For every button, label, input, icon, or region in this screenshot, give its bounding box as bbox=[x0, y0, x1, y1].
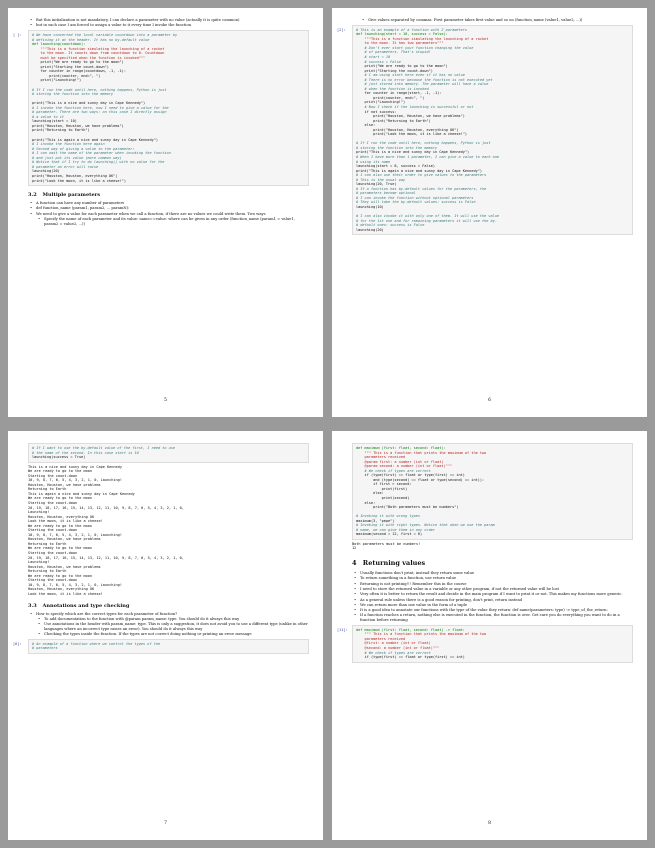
code-line: # This is the usual way bbox=[356, 177, 406, 182]
code-block bbox=[356, 446, 629, 537]
code-line: # We have converted the local variable countdown into a parameter by bbox=[32, 33, 178, 37]
code-line: @param second: a number (int or float)""" bbox=[356, 464, 453, 469]
code-line: else: bbox=[356, 491, 384, 496]
code-line: if (type(first) == float or type(first) == int) bbox=[356, 473, 465, 478]
output-line: Houston, Houston, everything OK bbox=[28, 514, 95, 519]
code-line: # just stored into memory. The parameter will have a value bbox=[356, 82, 489, 87]
code-line: # defining it at the header. It has no by-default value bbox=[32, 37, 150, 42]
code-line: parameters received bbox=[356, 455, 406, 460]
sub-bullet-list bbox=[352, 18, 633, 23]
list-item: • I need to store the returned value in a variable or any other program, if not the returned value will be lost bbox=[352, 587, 633, 592]
code-line: if first > second: bbox=[356, 482, 412, 487]
code-line: launching(10) bbox=[356, 205, 384, 210]
code-line: print("Starting the count-down") bbox=[32, 64, 109, 69]
code-cell-continued[interactable] bbox=[352, 443, 633, 540]
code-cell[interactable] bbox=[337, 25, 633, 236]
code-line: # Invoking it with right types. Notice that when we use the param bbox=[356, 523, 495, 528]
list-item: • How to specify which are the correct types for each parameter of function? bbox=[28, 612, 309, 617]
code-line: launching(20, True) bbox=[356, 182, 397, 187]
code-line: launching(start = 8, success = False) bbox=[356, 164, 436, 169]
code-line: print("We are ready to go to the moon") bbox=[356, 64, 448, 69]
output-line: 12 bbox=[352, 546, 357, 551]
code-line: def maximum (first: float, second: float): bbox=[356, 446, 446, 450]
code-block bbox=[32, 446, 305, 460]
code-line: # a value to it bbox=[32, 114, 65, 119]
document-page-6 bbox=[332, 8, 647, 417]
code-line: # parameters bbox=[32, 646, 58, 651]
code-line: to the moon. It counts down from countdown to 0. Countdown bbox=[32, 51, 165, 56]
document-page-7 bbox=[8, 431, 323, 840]
code-line: # If I run the code until here, nothing happens, Python is just bbox=[32, 87, 167, 92]
list-item: • Usually functions don't print, instead they return some value bbox=[352, 571, 633, 576]
bullet-list bbox=[28, 612, 309, 617]
output-line: Houston, Houston, we have problems bbox=[28, 564, 101, 569]
output-line: Houston, Houston, everything OK bbox=[28, 587, 95, 592]
list-item: • def function_name (param1, param2, ... paramN): bbox=[28, 206, 309, 211]
list-item: • As a general rule unless there is a good reason for printing, don't print, return instead bbox=[352, 598, 633, 603]
code-line: # success = False bbox=[356, 59, 401, 64]
code-line: # We check if types are correct bbox=[356, 468, 431, 473]
code-cell[interactable] bbox=[13, 30, 309, 186]
code-line: # parameter an error will raise bbox=[32, 164, 99, 169]
code-block bbox=[32, 33, 305, 183]
list-item: • We can return more than one value in the form of a tuple bbox=[352, 603, 633, 608]
code-line: maximum(3, "pepe") bbox=[356, 518, 395, 523]
code-line: @param first: a number (int or float) bbox=[356, 459, 444, 464]
code-line: # Don't ever start your function changing the value bbox=[356, 45, 474, 50]
output-line: Look the moon, it is like a cheese! bbox=[28, 519, 103, 524]
output-line: Returning to Earth bbox=[28, 541, 67, 546]
output-line: This is again a nice and sunny day in Cape Kennedy bbox=[28, 491, 135, 496]
output-line: We are ready to go to the moon bbox=[28, 469, 93, 474]
code-line: print("Both parameters must be numbers") bbox=[356, 505, 459, 510]
code-line: # Invoking it with wrong types bbox=[356, 514, 421, 519]
code-line: print("Returning to Earth") bbox=[356, 118, 431, 123]
page-body bbox=[13, 441, 309, 656]
code-line: # They will take the by-default values: success is False bbox=[356, 200, 476, 205]
code-line: # using its name bbox=[356, 159, 391, 164]
output-line: Houston, Houston, we have problems bbox=[28, 537, 101, 542]
output-line: Starting the count-down bbox=[28, 578, 78, 583]
code-line: @second: a number (int or float)""" bbox=[356, 646, 440, 650]
list-item: • If a function reaches a return, nothing else is executed in the function, the function is over. Get sure you do everything you want to do in a function before returning bbox=[352, 613, 633, 622]
code-line: # Now I check if the launching is successful or not bbox=[356, 105, 474, 109]
code-line: print("Launching!") bbox=[32, 78, 82, 83]
code-line: """ This is a function that prints the maximum of the two bbox=[356, 450, 487, 455]
code-line: # I am using start here even if it has no value bbox=[356, 73, 465, 78]
code-line: print("This is again a nice and sunny day in Cape Kennedy") bbox=[356, 168, 482, 173]
code-line: # when the function is invoked bbox=[356, 86, 429, 91]
list-item: • Specify the name of each parameter and its value: name==value: where can be given in any order (function_name (param1 = value1, param2 = value2, ...)) bbox=[36, 217, 309, 226]
code-line: def maximum (first: float, second: float) -> float: bbox=[356, 627, 465, 632]
page-number: 6 bbox=[488, 398, 491, 403]
code-line: if (type(first) == float or type(first) == int) bbox=[356, 655, 465, 660]
code-line: to the moon. It has two parameters""" bbox=[356, 41, 444, 46]
section-heading bbox=[28, 192, 309, 198]
sub-bullet-list bbox=[28, 217, 309, 226]
code-line: and (type(second) == float or type(second) == int)): bbox=[356, 477, 485, 482]
document-page-8 bbox=[332, 431, 647, 840]
code-line: else: bbox=[356, 123, 376, 128]
output-line: 20, 19, 18, 17, 16, 15, 14, 13, 12, 11, 10, 9, 8, 7, 6, 5, 4, 3, 2, 1, 0, bbox=[28, 505, 184, 510]
section-number: 4 bbox=[352, 559, 357, 568]
section-heading bbox=[28, 603, 309, 609]
cell-prompt: [2]: bbox=[337, 27, 346, 32]
code-line: must be specified when the function is invoked""" bbox=[32, 55, 146, 60]
list-item: • But this initialization is not mandatory, I can declare a parameter with no value (actually it is quite common) bbox=[28, 18, 309, 23]
output-line: 10, 9, 8, 7, 6, 5, 4, 3, 2, 1, 0, Launching! bbox=[28, 582, 122, 587]
code-line: for counter in range(countdown, -1, -1): bbox=[32, 69, 126, 74]
section-number: 3.3 bbox=[28, 602, 37, 609]
intro-bullet-list bbox=[28, 18, 309, 28]
page-body bbox=[337, 441, 633, 665]
section-title: Annotations and type checking bbox=[42, 602, 130, 609]
section-heading bbox=[352, 559, 633, 567]
section-title: Returning values bbox=[362, 559, 426, 568]
code-line: print(counter, end=", ") bbox=[356, 95, 425, 100]
code-line: print("This is a nice and sunny day in Cape Kennedy") bbox=[32, 101, 146, 106]
code-line: maximum(second = 12, first = 6) bbox=[356, 532, 423, 537]
code-line: if not success: bbox=[356, 109, 397, 114]
code-line: def launching(start = 10, success = False): bbox=[356, 32, 448, 37]
code-line: print("Look the moon, it is like a cheese!") bbox=[32, 178, 126, 183]
code-line: # storing the function into the memory bbox=[356, 145, 438, 150]
output-line: Starting the count-down bbox=[28, 473, 78, 478]
code-line: # I can omit the name of the parameter when invoking the function bbox=[32, 151, 171, 156]
code-line: print("Look the moon, it is like a cheese!") bbox=[356, 132, 468, 137]
page-body bbox=[337, 18, 633, 237]
output-line: Returning to Earth bbox=[28, 569, 67, 574]
list-item: • A function can have any number of parameters bbox=[28, 201, 309, 206]
output-line: We are ready to go to the moon bbox=[28, 573, 93, 578]
code-line: print(second) bbox=[356, 496, 410, 501]
output-line: We are ready to go to the moon bbox=[28, 496, 93, 501]
code-line: # of parameters. That's stupid! bbox=[356, 50, 431, 55]
code-line: # parameters become optional bbox=[356, 191, 416, 196]
output-line: Launching! bbox=[28, 560, 50, 565]
code-line: for counter in range(start, -1, -1): bbox=[356, 91, 442, 96]
output-line: 20, 19, 18, 17, 16, 15, 14, 13, 12, 11, 10, 9, 8, 7, 6, 5, 4, 3, 2, 1, 0, bbox=[28, 555, 184, 560]
list-item: • Checking the types inside the function. If the types are not correct doing nothing or printing an error message bbox=[36, 632, 309, 637]
code-line: print("Houston, Houston, everything OK") bbox=[356, 127, 459, 132]
code-line: # start = 10 bbox=[356, 54, 391, 59]
list-item: • Use annotations in the header with param_name: type. This is only a suggestion, it does not avoid you to use a different type (unlike in other languages where an incorrect type raises an error). You should do it always this way bbox=[36, 622, 309, 631]
code-line: print("This is a nice and sunny day in Cape Kennedy") bbox=[356, 150, 470, 155]
code-block bbox=[32, 642, 305, 651]
code-line: launching(start = 10) bbox=[32, 119, 77, 124]
code-line: """This is a function simulating the launching of a rocket bbox=[356, 36, 489, 41]
code-line: def launching(countdown): bbox=[32, 42, 86, 47]
output-line: This is a nice and sunny day in Cape Kennedy bbox=[28, 464, 122, 469]
code-line: # If I run the code until here, nothing happens, Python is just bbox=[356, 141, 491, 146]
cell-output bbox=[352, 542, 633, 551]
cell-prompt: [6]: bbox=[13, 641, 22, 646]
code-line: print("Houston, Houston, we have problems") bbox=[356, 114, 465, 119]
code-line: # parameter. There are two ways: on this case I directly assign bbox=[32, 110, 167, 115]
code-line: """ This is a function that prints the maximum of the two bbox=[356, 632, 487, 637]
list-item: • but in such case I am forced to assign a value to it every time I invoke the function bbox=[28, 23, 309, 28]
sub-bullet-list bbox=[28, 617, 309, 637]
page-number: 5 bbox=[164, 398, 167, 403]
output-line: Houston, Houston, we have problems bbox=[28, 482, 101, 487]
code-line: launching(20) bbox=[356, 227, 384, 232]
code-line: print("Houston, Houston, everything OK") bbox=[32, 173, 118, 178]
code-line: launching(20) bbox=[32, 169, 60, 174]
code-line: launching(success = True) bbox=[32, 455, 86, 460]
cell-output bbox=[28, 465, 309, 597]
list-item: • Give values separated by commas. First parameter takes first value and so on (function_name (value1, value2, ...)) bbox=[360, 18, 633, 23]
code-line: # I can also invoke it with only one of them. It will use the value bbox=[356, 214, 500, 219]
code-block bbox=[356, 28, 629, 233]
output-line: Starting the count-down bbox=[28, 501, 78, 506]
code-line: else: bbox=[356, 500, 376, 505]
code-line: print(counter, end=", ") bbox=[32, 73, 101, 78]
code-cell[interactable] bbox=[13, 639, 309, 654]
output-line: We are ready to go to the moon bbox=[28, 546, 93, 551]
code-line: print("This is again a nice and sunny day in Cape Kennedy") bbox=[32, 137, 158, 142]
code-line: # for the 1st one and for remaining parameters it will use the by- bbox=[356, 218, 497, 223]
code-line: print("Returning to Earth") bbox=[32, 128, 90, 133]
section-number: 3.2 bbox=[28, 192, 37, 199]
list-item: • Returning is not printing!!! Remember this in the course bbox=[352, 582, 633, 587]
code-line: print("We are ready to go to the moon") bbox=[32, 60, 124, 65]
list-item: • We need to give a value for each parameter when we call a function, if there are no values we could write them. Two ways bbox=[28, 212, 309, 217]
code-line: # There is no error because the function is not executed yet bbox=[356, 77, 493, 82]
page-number: 8 bbox=[488, 821, 491, 826]
code-line: # and just put its value (more common way) bbox=[32, 155, 122, 160]
output-line: We are ready to go to the moon bbox=[28, 523, 93, 528]
code-cell-continued[interactable] bbox=[28, 443, 309, 463]
code-line: # Notice that if I try to do launching() with no value for the bbox=[32, 160, 165, 165]
list-item: • It is a good idea to annotate our functions with the type of the value they return: def name(parameters: type) -> type_of_the_return: bbox=[352, 608, 633, 613]
code-line: print("Launching!") bbox=[356, 100, 406, 105]
output-line: Starting the count-down bbox=[28, 551, 78, 556]
code-line: # If I want to use the by-default value of the first, I need to use bbox=[32, 446, 176, 450]
section-title: Multiple parameters bbox=[42, 192, 101, 199]
code-line: # storing the function into the memory bbox=[32, 92, 114, 97]
bullet-list bbox=[352, 571, 633, 623]
code-line: # I invoke the function here, now I need to give a value for the bbox=[32, 105, 169, 110]
code-line: print(first) bbox=[356, 486, 408, 491]
code-line: # An example of a function where we control the types of the bbox=[32, 641, 161, 646]
list-item: • To add documentation to the function with @param param_name: type. You should do it always this way bbox=[36, 617, 309, 622]
code-line: """This is a function simulating the launching of a rocket bbox=[32, 46, 165, 51]
code-line: print("Starting the count-down") bbox=[356, 68, 433, 73]
code-line: # I can invoke the function without optional parameters bbox=[356, 195, 474, 200]
output-line: Look the moon, it is like a cheese! bbox=[28, 591, 103, 596]
output-line: Launching! bbox=[28, 510, 50, 515]
list-item: • To return something in a function, use return value bbox=[352, 576, 633, 581]
output-line: Both parameters must be numbers! bbox=[352, 541, 421, 546]
code-line: # Second way of giving a value to the parameter: bbox=[32, 146, 135, 151]
code-line: # name, we can give them in any order bbox=[356, 527, 436, 532]
code-line: print("Houston, Houston, we have problems") bbox=[32, 123, 124, 128]
output-line: Returning to Earth bbox=[28, 487, 67, 492]
output-line: 10, 9, 8, 7, 6, 5, 4, 3, 2, 1, 0, Launching! bbox=[28, 532, 122, 537]
bullet-list bbox=[28, 201, 309, 216]
output-line: Starting the count-down bbox=[28, 528, 78, 533]
code-line: # We check if types are correct bbox=[356, 650, 431, 655]
code-line: # If a function has by-default values for the parameters, the bbox=[356, 186, 487, 191]
code-line: # default ones: success is False bbox=[356, 223, 425, 228]
code-line: @first: a number (int or float) bbox=[356, 641, 431, 646]
cell-prompt: [11]: bbox=[337, 627, 348, 632]
code-line: # When I have more than 1 parameter, I can give a value to each one bbox=[356, 155, 500, 160]
code-block bbox=[356, 628, 629, 660]
code-line: # This is an example of a function with 2 parameters bbox=[356, 27, 468, 32]
page-number: 7 bbox=[164, 821, 167, 826]
cell-prompt: [ ]: bbox=[13, 33, 22, 37]
output-line: 10, 9, 8, 7, 6, 5, 4, 3, 2, 1, 0, Launching! bbox=[28, 478, 122, 483]
code-line: # the name of the second. In this case start is 10 bbox=[32, 450, 139, 455]
code-line: # I invoke the function here again bbox=[32, 142, 105, 147]
code-line: parameters received bbox=[356, 636, 406, 641]
page-body bbox=[13, 18, 309, 227]
list-item: • Very often it is better to return the result and decide in the main program if I want to print it or not. This makes my functions more generic. bbox=[352, 592, 633, 597]
code-cell[interactable] bbox=[337, 625, 633, 663]
document-page-5 bbox=[8, 8, 323, 417]
code-line: # I can also use their order to give values to the parameters bbox=[356, 173, 487, 178]
